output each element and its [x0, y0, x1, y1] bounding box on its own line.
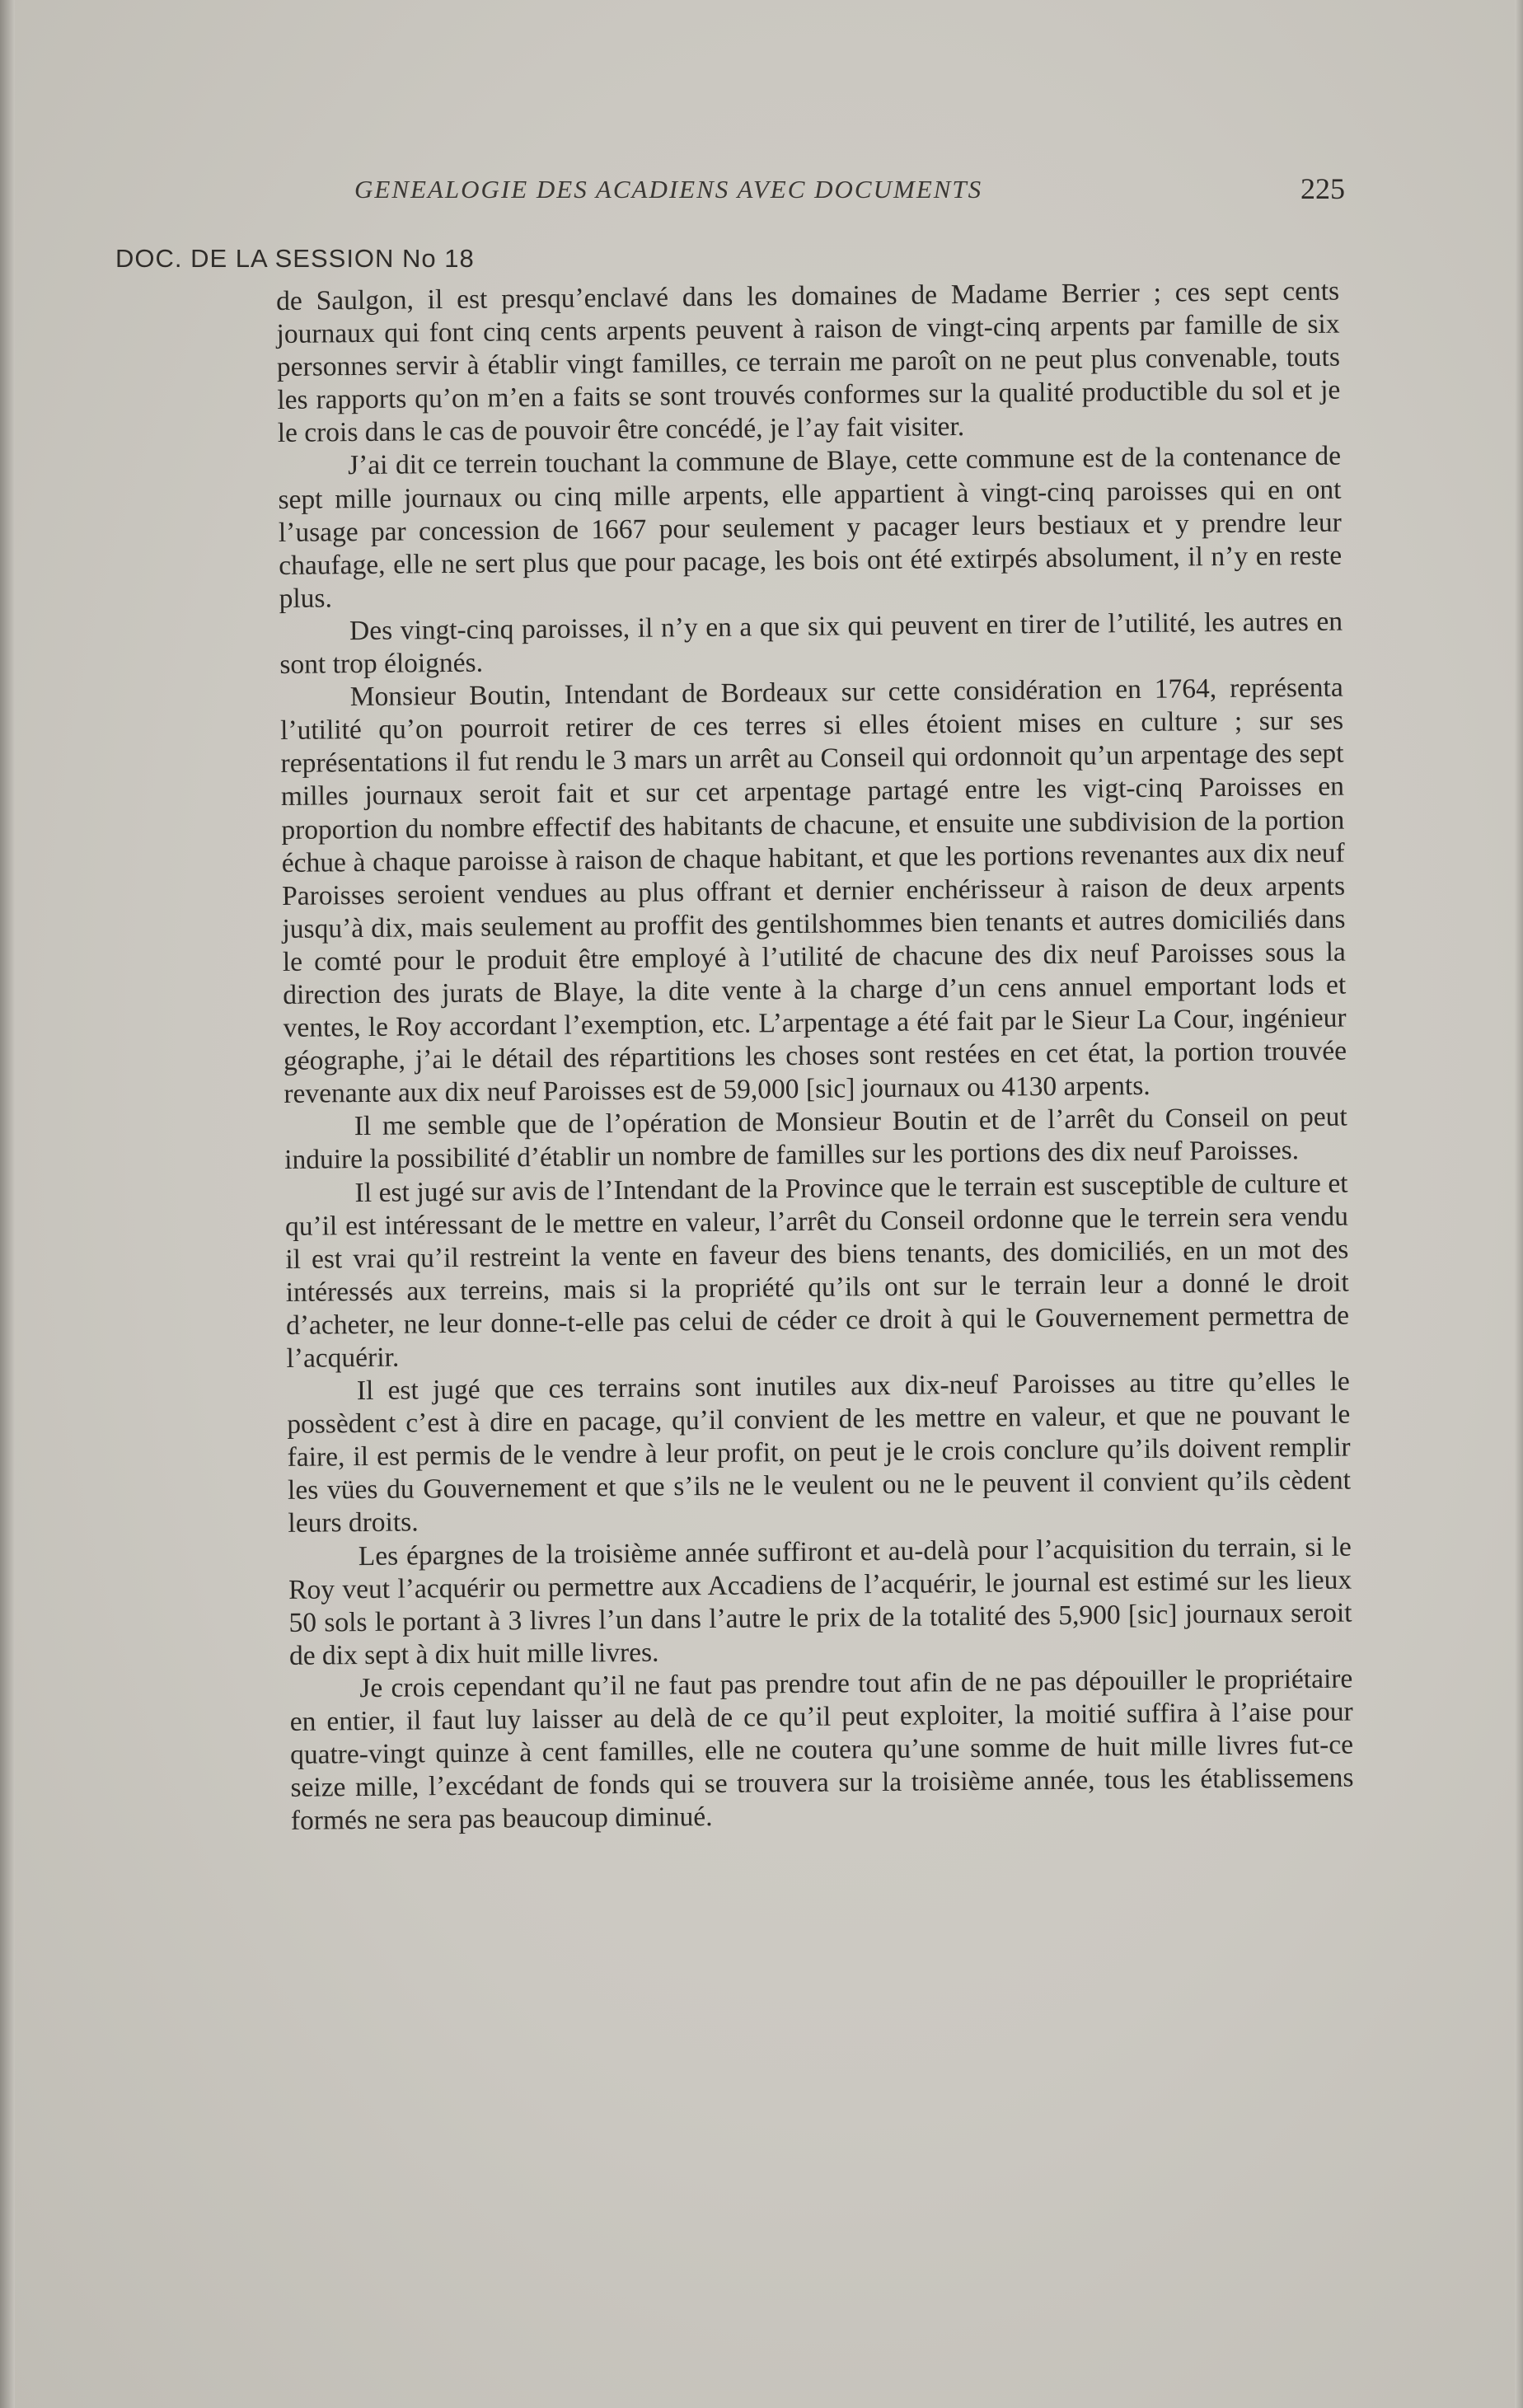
session-label: DOC. DE LA SESSION No 18 — [115, 244, 475, 273]
paragraph: Monsieur Boutin, Intendant de Bordeaux sur cette considération en 1764, représenta l’utilité qu’on pourroit retirer de ces terres si elles étoient mises en culture ; sur ses représentations il fut rendu le 3 mars un arrêt au Conseil qui ordonnoit qu’un arpentage des sept milles journaux seroit fait et sur cet arpentage partagé entre les vigt-cinq Paroisses en proportion du nombre effectif des habitants de chacune, et ensuite une subdivision de la portion échue à chaque paroisse à raison de chaque habitant, et que les portions revenantes aux dix neuf Paroisses seroient vendues au plus offrant et dernier enchérisseur à raison de deux arpents jusqu’à dix, mais seulement au proffit des gentilshommes bien tenants et autres domiciliés dans le comté pour le produit être employé à l’utilité de chacune des dix neuf Paroisses sous la direction des jurats de Blaye, la dite vente à la charge d’un cens annuel emportant lods et ventes, le Roy accordant l’exemption, etc. L’arpentage a été fait par le Sieur La Cour, ingénieur géographe, j’ai le détail des répartitions les choses sont restées en cet état, la portion trouvée revenante aux dix neuf Paroisses est de 59,000 [sic] journaux ou 4130 arpents. — [280, 672, 1347, 1110]
paragraph: J’ai dit ce terrein touchant la commune de Blaye, cette commune est de la contenance de sept mille journaux ou cinq mille arpents, elle appartient à vingt-cinq paroisses qui en ont l’usage par concession de 1667 pour seulement y pacager leurs bestiaux et y prendre leur chaufage, elle ne sert plus que pour pacage, les bois ont été extirpés absolument, il n’y en reste plus. — [278, 441, 1343, 614]
page-binding-edge — [0, 0, 15, 2408]
running-head: GENEALOGIE DES ACADIENS AVEC DOCUMENTS — [354, 175, 983, 204]
paragraph: Des vingt-cinq paroisses, il n’y en a que six qui peuvent en tirer de l’utilité, les autres en sont trop éloignés. — [279, 606, 1343, 681]
paragraph: Il est jugé que ces terrains sont inutiles aux dix-neuf Paroisses au titre qu’elles le possèdent c’est à dire en pacage, qu’il convient de les mettre en valeur, et que ne pouvant le faire, il est permis de le vendre à leur profit, on peut je le crois conclure qu’ils doivent remplir les vües du Gouvernement et que s’ils ne le veulent ou ne le peuvent il convient qu’ils cèdent leurs droits. — [287, 1366, 1352, 1539]
paragraph: de Saulgon, il est presqu’enclavé dans les domaines de Madame Berrier ; ces sept cents journaux qui font cinq cents arpents peuvent à raison de vingt-cinq arpents par famille de six personnes servir à établir vingt familles, ce terrain me paroît on ne peut plus convenable, touts les rapports qu’on m’en a faits se sont trouvés conformes sur la qualité productible du sol et je le crois dans le cas de pouvoir être concédé, je l’ay fait visiter. — [276, 275, 1341, 449]
body-text — [276, 275, 1354, 1839]
paragraph: Il me semble que de l’opération de Monsieur Boutin et de l’arrêt du Conseil on peut induire la possibilité d’établir un nombre de familles sur les portions des dix neuf Paroisses. — [284, 1101, 1347, 1176]
paragraph: Les épargnes de la troisième année suffiront et au-delà pour l’acquisition du terrain, si le Roy veut l’acquérir ou permettre aux Accadiens de l’acquérir, le journal est estimé sur les lieux 50 sols le portant à 3 livres l’un dans l’autre le prix de la totalité des 5,900 [sic] journaux seroit de dix sept à dix huit mille livres. — [288, 1531, 1352, 1671]
paragraph: Il est jugé sur avis de l’Intendant de la Province que le terrain est susceptible de culture et qu’il est intéressant de le mettre en valeur, l’arrêt du Conseil ordonne que le terrein sera vendu il est vrai qu’il restreint la vente en faveur des biens tenants, des domiciliés, en un mot des intéressés aux terreins, mais si la propriété qu’ils ont sur le terrain leur a donné le droit d’acheter, ne leur donne-t-elle pas celui de céder ce droit à qui le Gouvernement permettra de l’acquérir. — [284, 1168, 1350, 1374]
paragraph: Je crois cependant qu’il ne faut pas prendre tout afin de ne pas dépouiller le propriétaire en entier, il faut luy laisser au delà de ce qu’il peut exploiter, la moitié suffira à l’aise pour quatre-vingt quinze à cent familles, elle ne coutera qu’une somme de huit mille livres fut-ce seize mille, l’excédant de fonds qui se trouvera sur la troisième année, tous les établissemens formés ne sera pas beaucoup diminué. — [289, 1663, 1354, 1837]
page-right-edge — [1515, 0, 1523, 2408]
page-number: 225 — [1300, 172, 1345, 205]
